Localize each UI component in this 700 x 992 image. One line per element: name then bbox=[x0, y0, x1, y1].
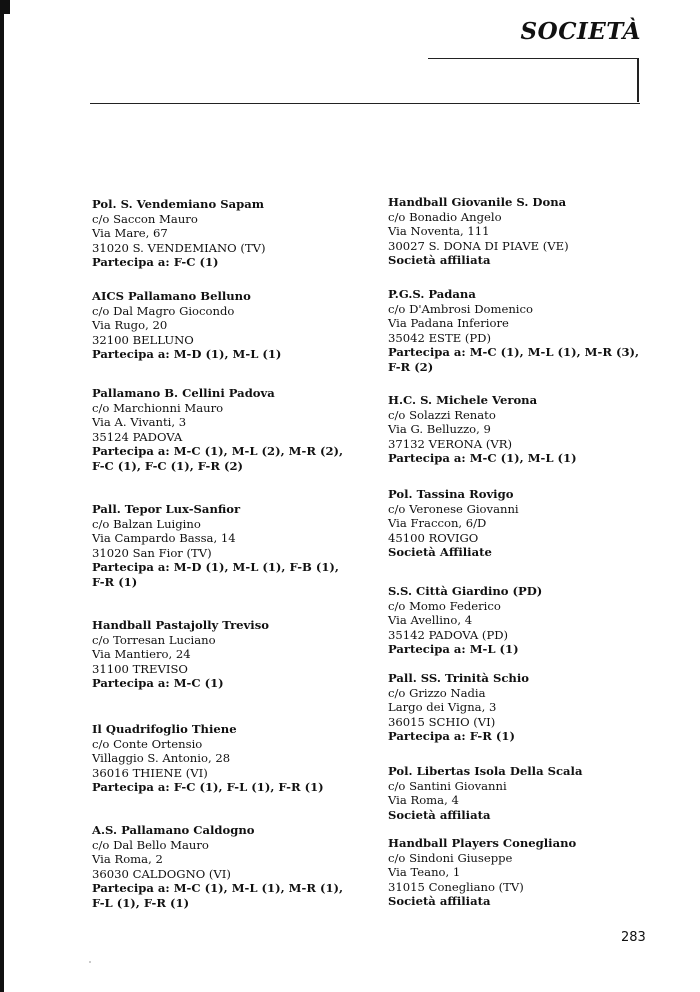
club-entry bbox=[388, 671, 529, 744]
participation-note: F-R (2) bbox=[388, 359, 434, 374]
club-name: Pall. SS. Trinità Schio bbox=[388, 671, 529, 685]
participation-note: Partecipa a: F-C (1) bbox=[92, 255, 219, 270]
address-line: c/o D'Ambrosi Domenico bbox=[388, 301, 533, 316]
participation-note: Partecipa a: M-L (1) bbox=[388, 642, 519, 657]
participation-note: Partecipa a: M-C (1), M-L (2), M-R (2), bbox=[92, 444, 344, 459]
club-entry bbox=[388, 287, 639, 375]
club-name: Handball Giovanile S. Dona bbox=[388, 195, 567, 209]
club-name: H.C. S. Michele Verona bbox=[388, 393, 538, 407]
address-line: 30027 S. DONA DI PIAVE (VE) bbox=[388, 238, 569, 253]
address-line: 31015 Conegliano (TV) bbox=[388, 879, 524, 894]
participation-note: F-L (1), F-R (1) bbox=[92, 895, 190, 910]
address-line: Via Mare, 67 bbox=[92, 226, 168, 241]
club-entry bbox=[388, 836, 576, 909]
club-name: Handball Players Conegliano bbox=[388, 836, 577, 850]
club-entry bbox=[92, 618, 269, 691]
participation-note: F-R (1) bbox=[92, 574, 138, 589]
club-entry bbox=[388, 195, 569, 268]
address-line: Via Campardo Bassa, 14 bbox=[92, 531, 236, 546]
club-name: Pol. Libertas Isola Della Scala bbox=[388, 764, 583, 778]
address-line: c/o Momo Federico bbox=[388, 598, 501, 613]
address-line: Via Mantiero, 24 bbox=[92, 647, 191, 662]
participation-note: Partecipa a: M-C (1), M-L (1), M-R (1), bbox=[92, 881, 344, 896]
address-line: 31020 San Fior (TV) bbox=[92, 545, 212, 560]
participation-note: Società Affiliate bbox=[388, 545, 492, 560]
club-entry bbox=[92, 289, 281, 362]
address-line: 36030 CALDOGNO (VI) bbox=[92, 866, 231, 881]
club-entry bbox=[388, 584, 542, 657]
address-line: 35142 PADOVA (PD) bbox=[388, 627, 509, 642]
club-name: AICS Pallamano Belluno bbox=[92, 289, 251, 303]
club-name: S.S. Città Giardino (PD) bbox=[388, 584, 543, 598]
club-entry bbox=[388, 487, 519, 560]
club-entry bbox=[388, 764, 582, 822]
address-line: Via A. Vivanti, 3 bbox=[92, 415, 187, 430]
club-entry bbox=[92, 502, 339, 590]
participation-note: Partecipa a: M-D (1), M-L (1), F-B (1), bbox=[92, 560, 339, 575]
address-line: c/o Marchionni Mauro bbox=[92, 400, 224, 415]
address-line: c/o Veronese Giovanni bbox=[388, 501, 519, 516]
club-entry bbox=[92, 386, 343, 474]
address-line: Via Fraccon, 6/D bbox=[388, 516, 487, 531]
address-line: 45100 ROVIGO bbox=[388, 530, 479, 545]
address-line: c/o Santini Giovanni bbox=[388, 778, 507, 793]
club-entry bbox=[92, 197, 266, 270]
club-name: Pol. S. Vendemiano Sapam bbox=[92, 197, 265, 211]
address-line: c/o Bonadio Angelo bbox=[388, 209, 502, 224]
club-name: A.S. Pallamano Caldogno bbox=[92, 823, 255, 837]
address-line: Via Noventa, 111 bbox=[388, 224, 490, 239]
address-line: 31100 TREVISO bbox=[92, 661, 188, 676]
club-name: Il Quadrifoglio Thiene bbox=[92, 722, 237, 736]
address-line: Via Avellino, 4 bbox=[388, 613, 473, 628]
address-line: 35042 ESTE (PD) bbox=[388, 330, 491, 345]
address-line: c/o Dal Magro Giocondo bbox=[92, 303, 235, 318]
participation-note: Partecipa a: M-C (1), M-L (1) bbox=[388, 451, 577, 466]
participation-note: Società affiliata bbox=[388, 894, 491, 909]
header-rule bbox=[90, 103, 640, 104]
address-line: c/o Torresan Luciano bbox=[92, 632, 216, 647]
club-entry bbox=[92, 722, 324, 795]
participation-note: Partecipa a: M-C (1), M-L (1), M-R (3), bbox=[388, 345, 640, 360]
page-number: 283 bbox=[621, 930, 646, 945]
address-line: Largo dei Vigna, 3 bbox=[388, 700, 497, 715]
address-line: Villaggio S. Antonio, 28 bbox=[92, 751, 231, 766]
address-line: Via Roma, 2 bbox=[92, 852, 163, 867]
participation-note: Società affiliata bbox=[388, 253, 491, 268]
club-name: Pall. Tepor Lux-Sanfior bbox=[92, 502, 241, 516]
address-line: c/o Dal Bello Mauro bbox=[92, 837, 209, 852]
section-title: SOCIETÀ bbox=[520, 18, 641, 45]
address-line: c/o Conte Ortensio bbox=[92, 736, 203, 751]
participation-note: Partecipa a: F-R (1) bbox=[388, 729, 515, 744]
address-line: c/o Grizzo Nadia bbox=[388, 685, 486, 700]
address-line: Via Padana Inferiore bbox=[388, 316, 509, 331]
scan-speck bbox=[89, 961, 91, 963]
address-line: Via Roma, 4 bbox=[388, 793, 459, 808]
address-line: Via Rugo, 20 bbox=[92, 318, 168, 333]
address-line: Via Teano, 1 bbox=[388, 865, 461, 880]
participation-note: F-C (1), F-C (1), F-R (2) bbox=[92, 458, 244, 473]
address-line: 32100 BELLUNO bbox=[92, 332, 194, 347]
club-name: Pol. Tassina Rovigo bbox=[388, 487, 514, 501]
participation-note: Partecipa a: F-C (1), F-L (1), F-R (1) bbox=[92, 780, 324, 795]
address-line: c/o Solazzi Renato bbox=[388, 407, 496, 422]
address-line: 35124 PADOVA bbox=[92, 429, 183, 444]
club-name: Handball Pastajolly Treviso bbox=[92, 618, 269, 632]
address-line: c/o Saccon Mauro bbox=[92, 211, 198, 226]
address-line: 36015 SCHIO (VI) bbox=[388, 714, 496, 729]
address-line: 31020 S. VENDEMIANO (TV) bbox=[92, 240, 266, 255]
participation-note: Partecipa a: M-D (1), M-L (1) bbox=[92, 347, 282, 362]
club-name: Pallamano B. Cellini Padova bbox=[92, 386, 275, 400]
address-line: c/o Sindoni Giuseppe bbox=[388, 850, 513, 865]
participation-note: Società affiliata bbox=[388, 807, 491, 822]
club-entry bbox=[388, 393, 577, 466]
address-line: 36016 THIENE (VI) bbox=[92, 765, 208, 780]
participation-note: Partecipa a: M-C (1) bbox=[92, 676, 224, 691]
address-line: Via G. Belluzzo, 9 bbox=[388, 422, 491, 437]
club-entry bbox=[92, 823, 343, 911]
address-line: 37132 VERONA (VR) bbox=[388, 436, 512, 451]
binding-edge bbox=[0, 0, 4, 992]
address-line: c/o Balzan Luigino bbox=[92, 516, 201, 531]
club-name: P.G.S. Padana bbox=[388, 287, 476, 301]
header-frame bbox=[428, 58, 639, 102]
binding-tick bbox=[0, 0, 10, 14]
